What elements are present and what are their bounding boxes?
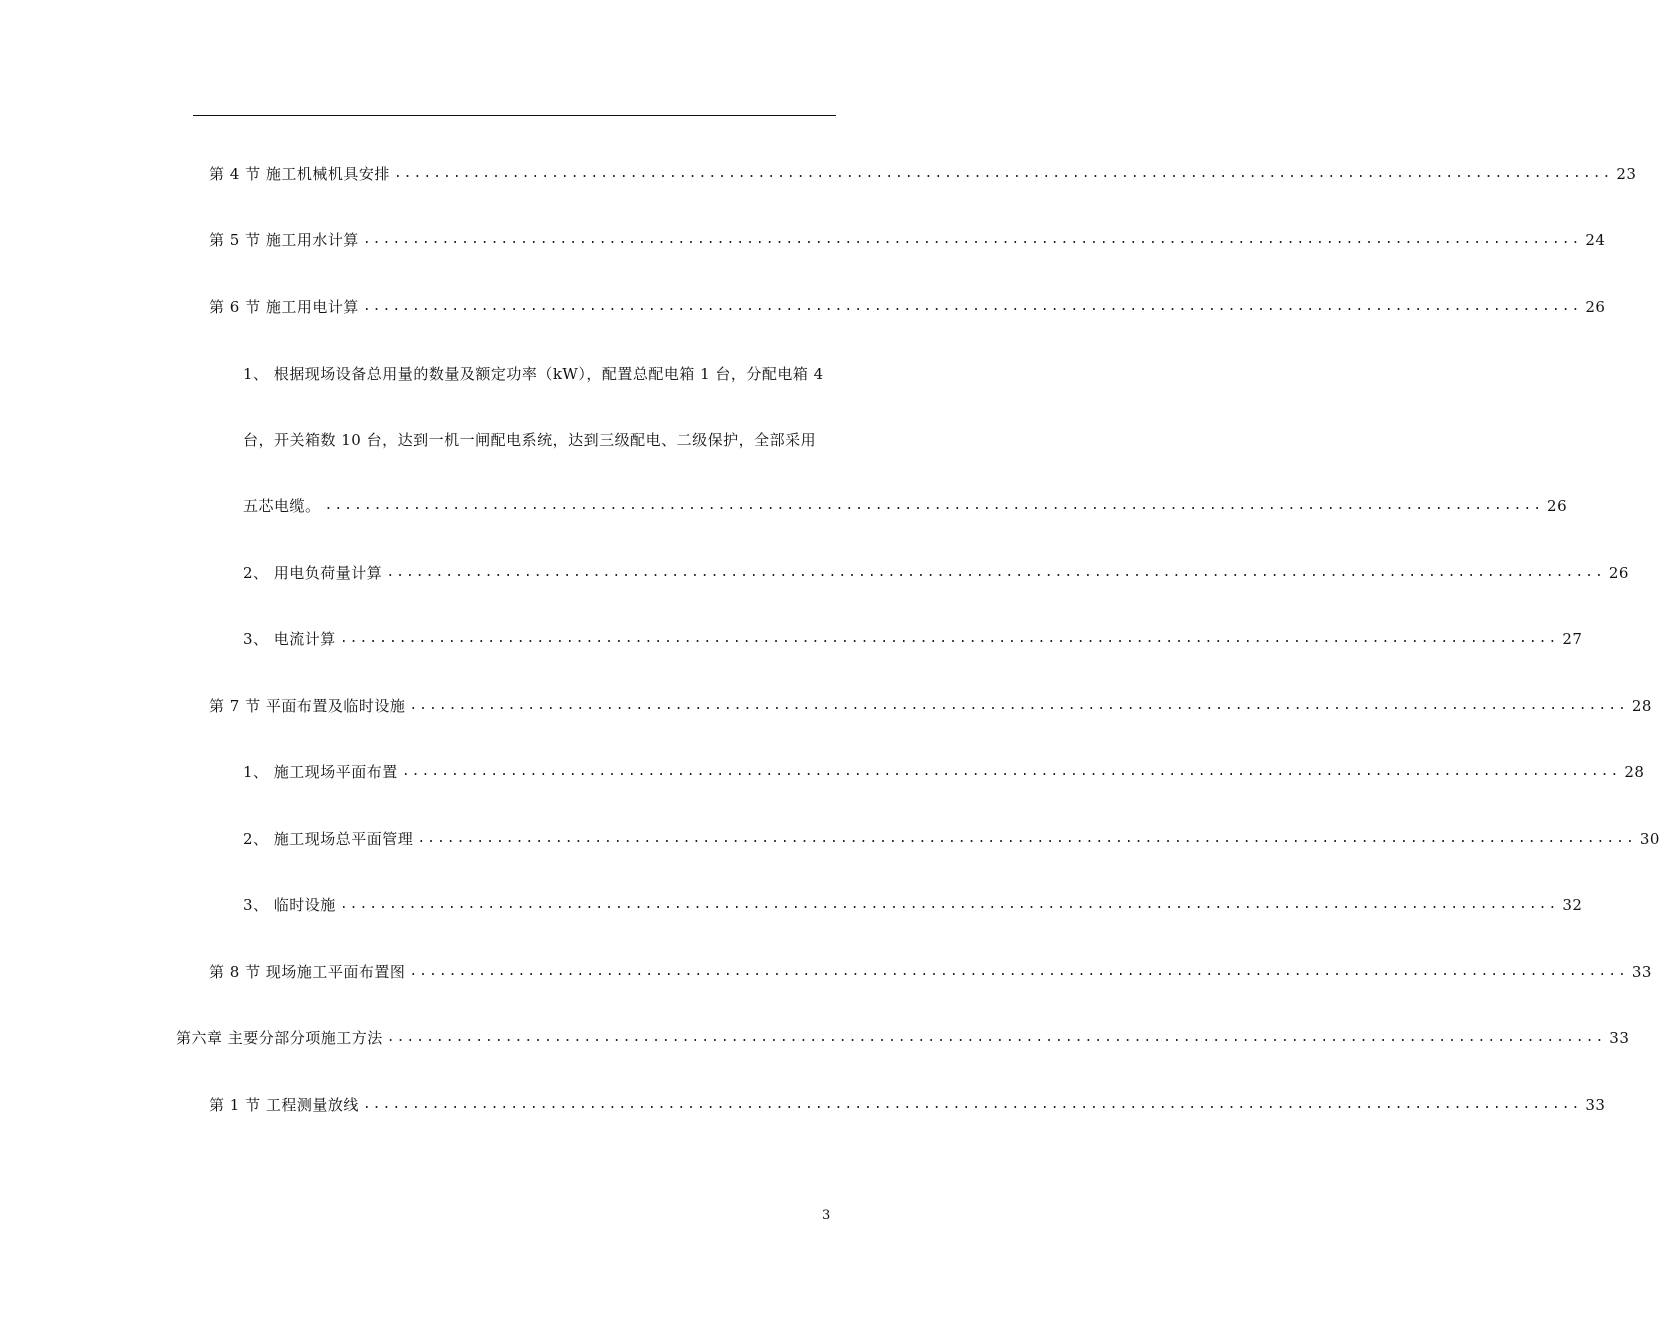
dot-leader: ............................................................................................................................ — [324, 498, 1544, 513]
dot-leader: ............................................................................................................................ — [362, 232, 1582, 247]
toc-entry[interactable] — [243, 893, 1583, 917]
toc-entry[interactable] — [209, 694, 1652, 718]
dot-leader: ............................................................................................................................ — [417, 831, 1636, 846]
toc-entry-wrapped-line[interactable]: 1、 根据现场设备总用量的数量及额定功率（kW），配置总配电箱 1 台，分配电箱 4 — [243, 365, 824, 383]
toc-entry-page: 26 — [1585, 298, 1606, 316]
dot-leader: ............................................................................................................................ — [362, 299, 1582, 314]
toc-entry[interactable] — [243, 760, 1645, 784]
toc-entry-wrapped-line[interactable]: 台，开关箱数 10 台，达到一机一闸配电系统，达到三级配电、二级保护，全部采用 — [243, 431, 817, 449]
dot-leader: ............................................................................................................................ — [401, 764, 1621, 779]
toc-entry-title: 第 5 节 施工用水计算 — [209, 231, 359, 249]
dot-leader: ............................................................................................................................ — [339, 631, 1559, 646]
toc-entry[interactable] — [243, 494, 1568, 518]
toc-entry[interactable] — [209, 960, 1652, 984]
dot-leader: ............................................................................................................................ — [386, 565, 1605, 580]
toc-entry-page: 23 — [1616, 165, 1637, 183]
toc-entry-title: 第 4 节 施工机械机具安排 — [209, 165, 390, 183]
toc-entry-page: 27 — [1562, 630, 1583, 648]
dot-leader: ............................................................................................................................ — [386, 1030, 1606, 1045]
toc-entry-page: 30 — [1639, 830, 1660, 848]
dot-leader: ............................................................................................................................ — [362, 1097, 1582, 1112]
toc-entry-page: 26 — [1547, 497, 1568, 515]
toc-entry-title: 第 8 节 现场施工平面布置图 — [209, 963, 406, 981]
toc-entry-page: 28 — [1624, 763, 1645, 781]
dot-leader: ............................................................................................................................ — [393, 166, 1613, 181]
toc-entry-title: 3、 临时设施 — [243, 896, 336, 914]
page-number: 3 — [822, 1208, 831, 1223]
toc-entry-page: 33 — [1585, 1096, 1606, 1114]
toc-entry[interactable] — [243, 561, 1629, 585]
toc-entry-page: 28 — [1631, 697, 1652, 715]
toc-entry-title: 第 7 节 平面布置及临时设施 — [209, 697, 406, 715]
toc-entry-title: 2、 用电负荷量计算 — [243, 564, 383, 582]
toc-entry[interactable] — [243, 827, 1660, 851]
dot-leader: ............................................................................................................................ — [339, 897, 1559, 912]
toc-entry-page: 33 — [1609, 1029, 1630, 1047]
toc-entry-page: 33 — [1631, 963, 1652, 981]
toc-entry-page: 32 — [1562, 896, 1583, 914]
toc-entry-title: 五芯电缆。 — [243, 497, 321, 515]
toc-entry-title: 第 6 节 施工用电计算 — [209, 298, 359, 316]
toc-entry-title: 第六章 主要分部分项施工方法 — [176, 1029, 383, 1047]
toc-entry-title: 第 1 节 工程测量放线 — [209, 1096, 359, 1114]
dot-leader: ............................................................................................................................ — [409, 698, 1628, 713]
toc-entry-title: 1、 施工现场平面布置 — [243, 763, 398, 781]
toc-entry[interactable] — [209, 295, 1606, 319]
toc-entry[interactable] — [209, 1093, 1606, 1117]
toc-entry-chapter[interactable] — [176, 1026, 1630, 1050]
dot-leader: ............................................................................................................................ — [409, 964, 1628, 979]
toc-entry-title: 3、 电流计算 — [243, 630, 336, 648]
toc-entry[interactable] — [243, 627, 1583, 651]
toc-entry-page: 24 — [1585, 231, 1606, 249]
toc-entry[interactable] — [209, 162, 1637, 186]
header-rule — [193, 115, 836, 116]
toc-entry[interactable] — [209, 228, 1606, 252]
toc-entry-page: 26 — [1608, 564, 1629, 582]
toc-entry-title: 2、 施工现场总平面管理 — [243, 830, 414, 848]
